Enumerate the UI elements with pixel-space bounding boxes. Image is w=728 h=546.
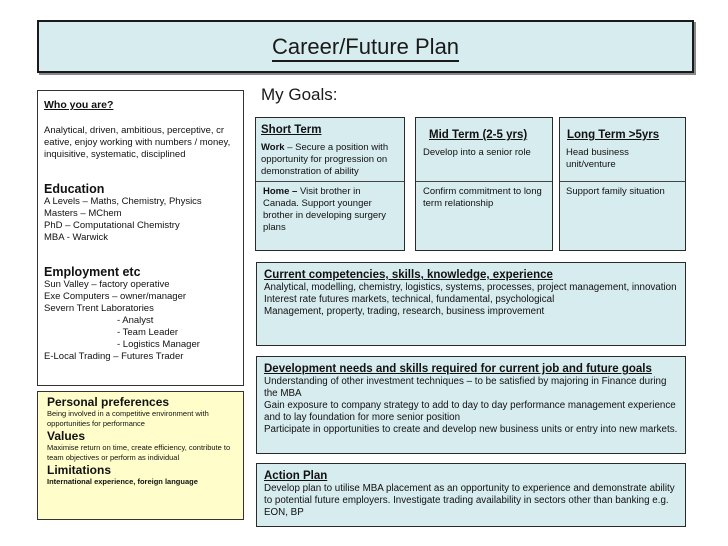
who-traits: Analytical, driven, ambitious, perceptive, cr eative, enjoy working with numbers / money, inquisitive, systematic, disciplined	[44, 125, 231, 160]
education-item: PhD – Computational Chemistry	[44, 220, 180, 231]
home-text: Visit brother in Canada. Support younger brother in developing surgery plans	[263, 186, 387, 233]
short-term-goal	[255, 117, 405, 251]
personal-preferences-text: Being involved in a competitive environment with opportunities for performance	[47, 409, 209, 428]
competencies-heading: Current competencies, skills, knowledge, experience	[264, 269, 553, 281]
my-goals-label: My Goals:	[261, 85, 338, 104]
short-term-divider	[256, 181, 404, 182]
employment-item: Sun Valley – factory operative	[44, 279, 170, 290]
employment-item: E-Local Trading – Futures Trader	[44, 351, 184, 362]
page-title: Career/Future Plan	[39, 34, 692, 60]
mid-term-divider	[416, 181, 552, 182]
who-heading: Who you are?	[44, 99, 114, 111]
mid-term-heading: Mid Term (2-5 yrs)	[429, 129, 528, 141]
values-text: Maximise return on time, create efficiency, contribute to team objectives or perform as individual	[47, 443, 231, 462]
employment-item: Exe Computers – owner/manager	[44, 291, 187, 302]
work-text: – Secure a position with opportunity for progression on demonstration of ability	[261, 142, 389, 177]
who-you-are-panel	[37, 90, 244, 386]
employment-role: - Analyst	[117, 315, 154, 326]
competencies-panel	[256, 262, 686, 346]
limitations-text: International experience, foreign language	[47, 477, 198, 486]
long-term-goal	[559, 117, 686, 251]
competencies-line: Management, property, trading, research, business improvement	[264, 306, 545, 317]
education-item: Masters – MChem	[44, 208, 122, 219]
long-term-heading: Long Term >5yrs	[567, 129, 660, 141]
education-heading: Education	[44, 182, 105, 196]
limitations-heading: Limitations	[47, 463, 112, 477]
development-line: Understanding of other investment techniques – to be satisfied by majoring in Finance during the MBA	[264, 376, 667, 399]
action-plan-panel	[256, 463, 686, 527]
short-term-home	[263, 186, 398, 234]
mid-term-text-1: Develop into a senior role	[423, 147, 531, 158]
development-line: Gain exposure to company strategy to add to day to day performance management experience and to lay foundation for more senior position	[264, 400, 676, 423]
personal-preferences-heading: Personal preferences	[47, 395, 170, 409]
action-plan-heading: Action Plan	[264, 470, 328, 482]
values-heading: Values	[47, 429, 86, 443]
mid-term-goal	[415, 117, 553, 251]
development-panel	[256, 356, 686, 454]
long-term-text-2: Support family situation	[566, 186, 665, 197]
work-label: Work	[261, 142, 285, 153]
mid-term-text-2: Confirm commitment to long term relationship	[423, 186, 542, 209]
short-term-work	[261, 142, 400, 178]
employment-heading: Employment etc	[44, 265, 141, 279]
competencies-line: Interest rate futures markets, technical, fundamental, psychological	[264, 294, 555, 305]
employment-role: - Team Leader	[117, 327, 179, 338]
development-line: Participate in opportunities to create and develop new business units or entry into new markets.	[264, 424, 678, 435]
action-plan-text: Develop plan to utilise MBA placement as an opportunity to experience and demonstrate ability to potential future employers. Investigate trading availability in sectors other than banking e.g. EON, BP	[264, 483, 675, 518]
title-banner	[37, 20, 694, 73]
long-term-divider	[560, 181, 685, 182]
short-term-heading: Short Term	[261, 124, 322, 136]
preferences-panel	[37, 391, 244, 520]
education-item: MBA - Warwick	[44, 232, 109, 243]
education-item: A Levels – Maths, Chemistry, Physics	[44, 196, 202, 207]
competencies-line: Analytical, modelling, chemistry, logistics, systems, processes, project management, innovation	[264, 282, 677, 293]
employment-item: Severn Trent Laboratories	[44, 303, 154, 314]
employment-role: - Logistics Manager	[117, 339, 200, 350]
home-label: Home –	[263, 186, 298, 197]
development-heading: Development needs and skills required for current job and future goals	[264, 363, 652, 375]
long-term-text-1: Head business unit/venture	[566, 147, 629, 170]
